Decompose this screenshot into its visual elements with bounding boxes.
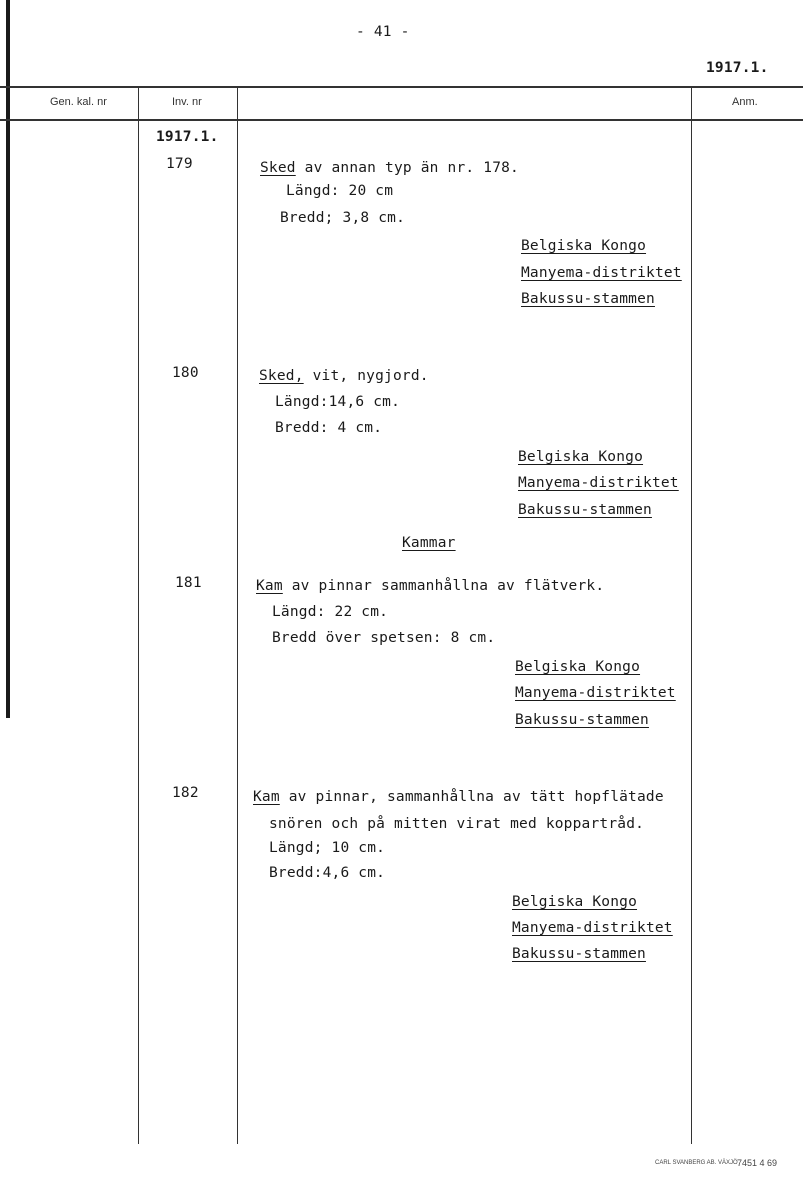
page-year: 1917.1.	[706, 60, 769, 76]
inventory-number: 181	[175, 575, 202, 591]
origin-district: Manyema-distriktet	[515, 685, 676, 701]
item-description: snören och på mitten virat med koppartråd.	[269, 816, 645, 832]
item-measure: Längd; 10 cm.	[269, 840, 386, 856]
item-measure: Längd: 22 cm.	[272, 604, 389, 620]
origin-region: Belgiska Kongo	[512, 894, 638, 910]
page-number: - 41 -	[356, 24, 410, 40]
item-measure: Längd:14,6 cm.	[275, 394, 401, 410]
item-measure: Längd: 20 cm	[286, 183, 394, 199]
printer-mark: CARL SVANBERG AB. VÄXJÖ	[655, 1160, 738, 1166]
item-title: Sked, vit, nygjord.	[259, 368, 429, 384]
origin-tribe: Bakussu-stammen	[512, 946, 646, 962]
inventory-number: 180	[172, 365, 199, 381]
origin-region: Belgiska Kongo	[518, 449, 644, 465]
left-margin-bar	[6, 0, 10, 718]
column-divider-1	[138, 86, 139, 1144]
origin-district: Manyema-distriktet	[521, 265, 682, 281]
origin-tribe: Bakussu-stammen	[521, 291, 655, 307]
origin-district: Manyema-distriktet	[518, 475, 679, 491]
item-title: Kam av pinnar, sammanhållna av tätt hopflätade	[253, 789, 664, 805]
origin-tribe: Bakussu-stammen	[518, 502, 652, 518]
item-measure: Bredd över spetsen: 8 cm.	[272, 630, 496, 646]
column-header-anm: Anm.	[732, 96, 758, 108]
inventory-number: 179	[166, 156, 193, 172]
header-top-rule	[0, 86, 803, 88]
inventory-number: 182	[172, 785, 199, 801]
item-measure: Bredd:4,6 cm.	[269, 865, 386, 881]
origin-region: Belgiska Kongo	[515, 659, 641, 675]
column-header-inv-nr: Inv. nr	[172, 96, 202, 108]
item-measure: Bredd: 4 cm.	[275, 420, 383, 436]
origin-district: Manyema-distriktet	[512, 920, 673, 936]
header-bottom-rule	[0, 119, 803, 121]
origin-tribe: Bakussu-stammen	[515, 712, 649, 728]
column-divider-3	[691, 86, 692, 1144]
form-code: 7451 4 69	[737, 1158, 778, 1168]
item-title: Sked av annan typ än nr. 178.	[260, 160, 519, 176]
section-heading: Kammar	[402, 535, 456, 551]
inventory-year: 1917.1.	[156, 129, 219, 145]
column-header-gen-kal-nr: Gen. kal. nr	[50, 96, 107, 108]
item-measure: Bredd; 3,8 cm.	[280, 210, 406, 226]
origin-region: Belgiska Kongo	[521, 238, 647, 254]
column-divider-2	[237, 86, 238, 1144]
item-title: Kam av pinnar sammanhållna av flätverk.	[256, 578, 605, 594]
